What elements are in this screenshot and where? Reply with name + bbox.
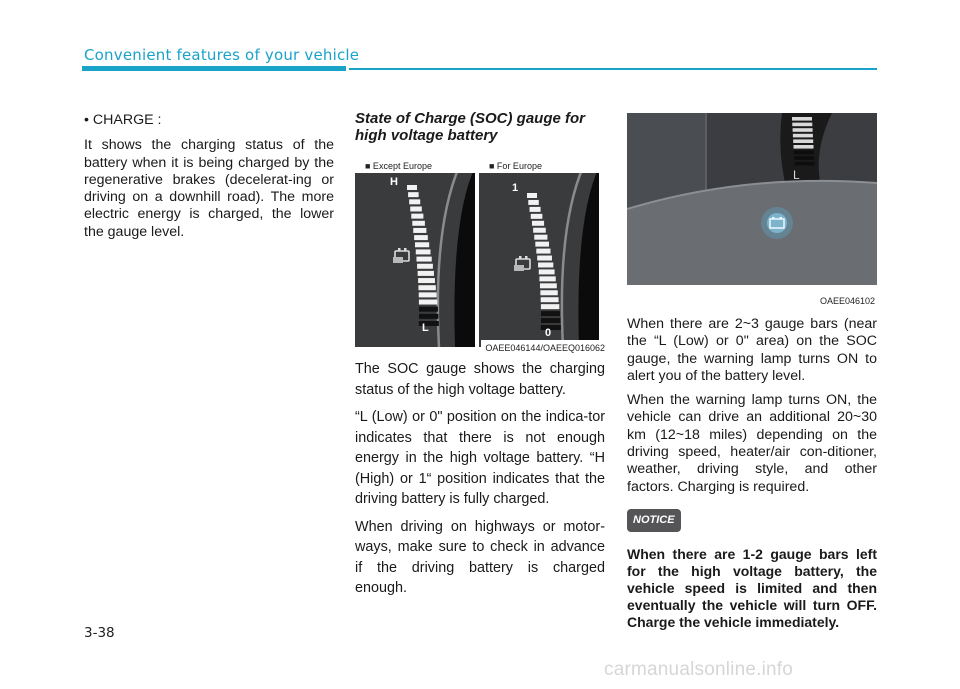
gauge-bar <box>541 318 560 323</box>
gauge-bar <box>419 314 438 319</box>
column-left <box>84 112 334 248</box>
gauge-bar <box>419 307 438 312</box>
gauge-bar <box>537 256 552 261</box>
gauge-europe-drawing <box>479 159 599 347</box>
gauge-bar <box>527 193 537 198</box>
tag-except-europe: ■ Except Europe <box>355 159 475 173</box>
label-zero: 0 <box>545 327 552 339</box>
gauge-bar <box>540 283 557 288</box>
gauge-bar <box>541 311 560 316</box>
gauge-bar <box>418 285 435 290</box>
soc-gauge-figure <box>355 154 605 354</box>
soc-paragraph-2: “L (Low) or 0" position on the indica-tor indicates that there is not enough energy in the high voltage battery. “H (High) or 1“ position indicates that the driving battery is fully charged. <box>355 409 605 507</box>
charge-paragraph: It shows the charging status of the battery when it is being charged by the regenerative brakes (decelerat-ing or driving on a downhill road). The more electric energy is charged, the lower the gauge level. <box>84 137 334 240</box>
charge-bullet: • CHARGE : <box>84 112 162 128</box>
gauge-except-europe-drawing <box>355 159 475 347</box>
gauge-bar <box>408 192 419 197</box>
gauge-bar <box>536 249 550 254</box>
photo-gauge-bar <box>794 145 814 149</box>
page-number: 3-38 <box>84 625 115 641</box>
gauge-bar <box>534 235 547 240</box>
column-middle <box>355 110 605 606</box>
gauge-bar <box>412 221 425 226</box>
photo-gauge-bar <box>793 128 813 132</box>
gauge-bar <box>541 304 559 309</box>
gauge-bar <box>541 297 559 302</box>
soc-body <box>355 359 605 599</box>
section-header-title: Convenient features of your vehicle <box>84 46 360 64</box>
soc-paragraph-3: When driving on highways or motor-ways, make sure to check in advance if the driving battery is charged enough. <box>355 518 605 596</box>
label-low: L <box>422 322 429 334</box>
label-one: 1 <box>512 182 519 194</box>
gauge-bar <box>535 242 549 247</box>
gauge-bar <box>414 235 428 240</box>
gauge-bar <box>538 262 553 267</box>
gauge-bar <box>531 214 543 219</box>
warning-paragraph-2: When the warning lamp turns ON, the vehicle can drive an additional 20~30 km (12~18 miles) depending on the driving speed, heater/air con-ditioner, weather, driving style, and other factors. Charging is required. <box>627 392 877 495</box>
notice-badge: NOTICE <box>627 509 681 532</box>
gauge-bar <box>418 271 434 276</box>
warning-paragraph-1: When there are 2~3 gauge bars (near the “L (Low) or 0" area) on the SOC gauge, the warning lamp turns ON to alert you of the battery level. <box>627 316 877 384</box>
warning-lamp-photo <box>627 113 877 308</box>
gauge-bar <box>410 206 422 211</box>
gauge-except-europe <box>355 159 475 347</box>
photo-gauge-bar <box>792 123 812 127</box>
watermark: carmanualsonline.info <box>604 659 794 680</box>
tag-europe: ■ For Europe <box>479 159 599 173</box>
gauge-europe <box>479 159 599 347</box>
gauge-bar <box>528 200 539 205</box>
gauge-bar <box>416 249 431 254</box>
photo-gauge-bar <box>794 151 814 155</box>
photo-gauge-bar <box>793 139 813 143</box>
photo-gauge-label: L <box>793 168 800 182</box>
header-bar-accent <box>82 66 346 71</box>
gauge-bar <box>530 207 541 212</box>
column-right <box>627 316 877 631</box>
photo-gauge-bar <box>792 117 812 121</box>
gauge-bar <box>416 257 431 262</box>
warning-lamp-photo-drawing <box>627 113 877 308</box>
gauge-bar <box>418 278 435 283</box>
gauge-bar <box>533 228 546 233</box>
gauge-bar <box>413 228 426 233</box>
photo-gauge-bar <box>794 156 814 160</box>
label-high: H <box>390 176 398 188</box>
header-rule <box>349 68 877 70</box>
photo-gauge-bar <box>793 134 813 138</box>
gauge-bar <box>540 290 557 295</box>
gauge-bar <box>411 214 423 219</box>
photo-gauge-bar <box>794 162 814 166</box>
photo-code: OAEE046102 <box>819 296 875 306</box>
gauge-bar <box>539 269 555 274</box>
soc-paragraph-1: The SOC gauge shows the charging status of the high voltage battery. <box>355 361 605 398</box>
gauge-bar <box>417 264 433 269</box>
gauge-bar <box>539 276 555 281</box>
notice-text: When there are 1-2 gauge bars left for the high voltage battery, the vehicle speed is limited and then eventually the vehicle will turn OFF. Charge the vehicle immediately. <box>627 546 877 631</box>
gauge-bar <box>407 185 417 190</box>
gauge-bar <box>419 292 437 297</box>
gauge-bar <box>409 199 420 204</box>
gauge-bar <box>419 300 437 305</box>
gauge-bar <box>415 242 429 247</box>
gauge-bar <box>532 221 544 226</box>
soc-heading: State of Charge (SOC) gauge for high voltage battery <box>355 110 586 144</box>
figure-code: OAEE046144/OAEEQ016062 <box>481 340 605 357</box>
